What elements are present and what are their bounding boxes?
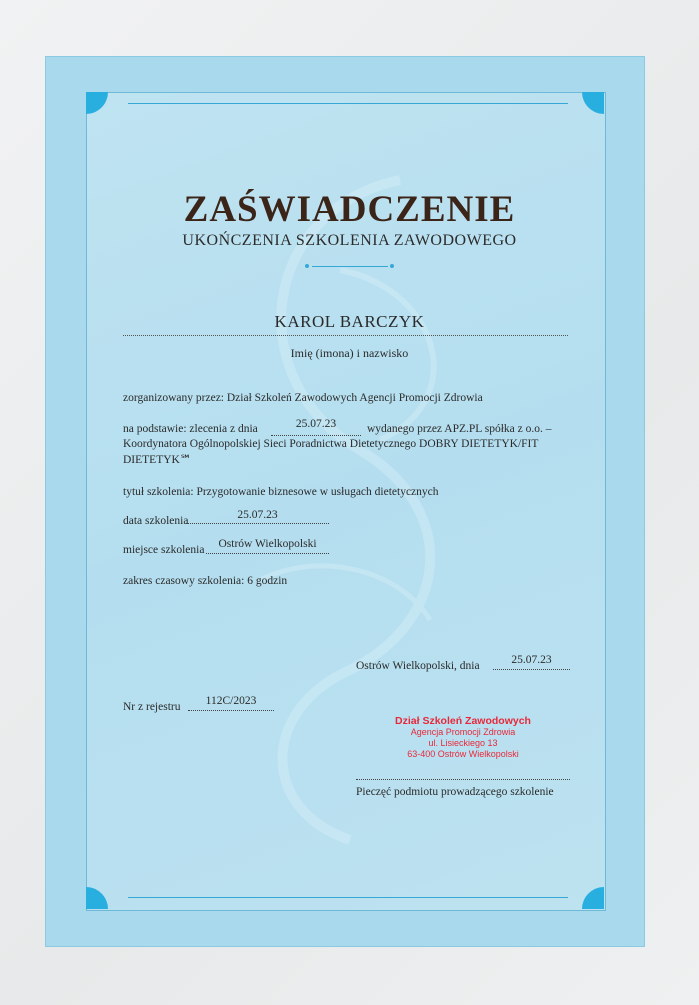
- issue-date-underline: [493, 669, 570, 670]
- date-value: 25.07.23: [237, 509, 278, 521]
- basis-rest: wydanego przez APZ.PL spółka z o.o. –: [367, 423, 552, 435]
- stamp-line-1: Dział Szkoleń Zawodowych: [395, 715, 531, 727]
- registry-underline: [188, 710, 274, 711]
- registry-label: Nr z rejestru: [123, 701, 181, 713]
- organizer-line: zorganizowany przez: Dział Szkoleń Zawodowych Agencji Promocji Zdrowia: [123, 392, 483, 404]
- name-underline: [123, 335, 568, 336]
- certificate-subtitle: UKOŃCZENIA SZKOLENIA ZAWODOWEGO: [182, 232, 517, 249]
- basis-label: na podstawie: zlecenia z dnia: [123, 423, 258, 435]
- basis-date-value: 25.07.23: [295, 418, 337, 430]
- issue-place-label: Ostrów Wielkopolski, dnia: [356, 660, 480, 672]
- duration-line: zakres czasowy szkolenia: 6 godzin: [123, 575, 288, 587]
- date-underline: [186, 523, 329, 524]
- organizer-stamp: [383, 715, 543, 760]
- date-label: data szkolenia: [123, 515, 189, 527]
- bottom-border-rule: [128, 897, 568, 898]
- signature-caption: Pieczęć podmiotu prowadzącego szkolenie: [356, 786, 554, 798]
- basis-date-underline: [271, 435, 361, 436]
- stamp-line-3: ul. Lisieckiego 13: [428, 738, 498, 748]
- course-title-line: tytuł szkolenia: Przygotowanie biznesowe w usługach dietetycznych: [123, 486, 439, 498]
- divider-dot-icon: [305, 264, 309, 268]
- registry-value: 112C/2023: [205, 695, 257, 707]
- basis-line-3: DIETETYK℠: [123, 454, 192, 466]
- place-label: miejsce szkolenia: [123, 544, 205, 556]
- place-value: Ostrów Wielkopolski: [218, 538, 317, 550]
- title-divider: [312, 266, 388, 267]
- basis-line-2: Koordynatora Ogólnopolskiej Sieci Poradnictwa Dietetycznego DOBRY DIETETYK/FIT: [123, 438, 539, 450]
- signature-line: [356, 779, 570, 780]
- place-underline: [206, 553, 329, 554]
- top-border-rule: [128, 103, 568, 104]
- divider-dot-icon: [390, 264, 394, 268]
- stamp-line-2: Agencja Promocji Zdrowia: [410, 727, 516, 737]
- issue-date-value: 25.07.23: [511, 654, 552, 666]
- stamp-line-4: 63-400 Ostrów Wielkopolski: [407, 749, 519, 759]
- recipient-name-caption: Imię (imona) i nazwisko: [290, 346, 409, 360]
- certificate-title: ZAŚWIADCZENIE: [183, 189, 516, 230]
- recipient-name: KAROL BARCZYK: [274, 312, 425, 331]
